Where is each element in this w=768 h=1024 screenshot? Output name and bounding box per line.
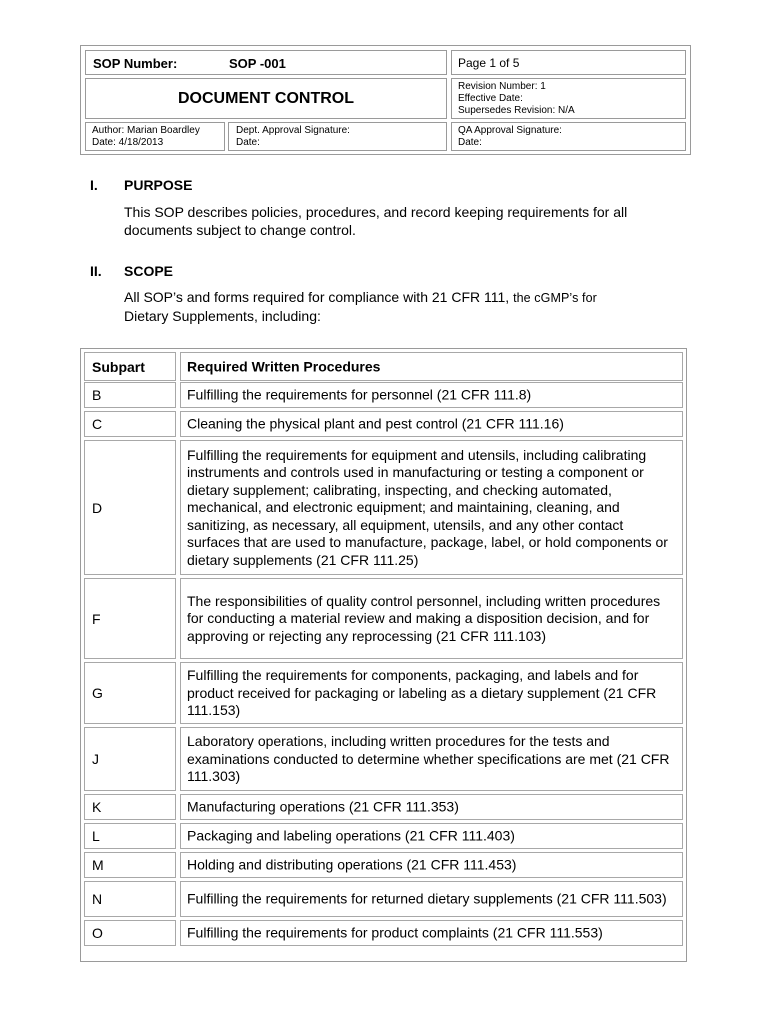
subpart-letter: F — [92, 610, 101, 627]
scope-text — [124, 288, 684, 325]
subpart-cell — [84, 727, 176, 791]
scope-section-number: II. — [90, 263, 102, 279]
subpart-letter: C — [92, 416, 103, 432]
procedure-text: Fulfilling the requirements for components, packaging, and labels and for product received for packaging or labeling as a dietary supplement (21 CFR 111.153) — [187, 666, 657, 718]
qa-approval-signature: QA Approval Signature: — [458, 125, 562, 136]
procedure-cell — [180, 920, 683, 946]
author: Author: Marian Boardley — [92, 125, 200, 136]
scope-text-part-2: the cGMP’s for — [513, 291, 597, 305]
dept-approval-signature: Dept. Approval Signature: — [236, 125, 350, 136]
procedure-text: Holding and distributing operations (21 CFR 111.453) — [187, 856, 517, 873]
table-row — [81, 578, 686, 659]
author-box — [85, 122, 225, 151]
procedure-cell — [180, 440, 683, 575]
page-number-box — [451, 50, 686, 75]
sop-number-box — [85, 50, 447, 75]
dept-approval-box — [228, 122, 447, 151]
qa-approval-date: Date: — [458, 137, 482, 148]
scope-text-part-1: All SOP’s and forms required for compliance with 21 CFR 111, — [124, 289, 514, 305]
procedure-cell — [180, 727, 683, 791]
table-row — [81, 920, 686, 946]
table-row — [81, 823, 686, 849]
subpart-letter: L — [92, 828, 100, 844]
procedure-cell — [180, 411, 683, 437]
procedure-cell — [180, 852, 683, 878]
procedure-text: Packaging and labeling operations (21 CFR 111.403) — [187, 827, 515, 844]
procedure-text: Laboratory operations, including written procedures for the tests and examinations conducted to determine whether specifications are met (21 CFR 111.303) — [187, 732, 670, 784]
sop-header — [80, 45, 691, 155]
header-procedures-label: Required Written Procedures — [187, 357, 381, 374]
subpart-letter: M — [92, 857, 104, 873]
revision-number: Revision Number: 1 — [458, 81, 546, 92]
subpart-letter: B — [92, 387, 102, 403]
header-procedures — [180, 352, 683, 381]
subpart-cell — [84, 578, 176, 659]
procedure-text: Fulfilling the requirements for equipment and utensils, including calibrating instruments and controls used in manufacturing or testing a component or dietary supplement; calibrating, inspecting, and checking automated, mechanical, and electronic equipment; and maintaining, cleaning, and sanitizing, as necessary, all equipment, utensils, and any other contact surfaces that are used to manufacture, package, label, or hold components or dietary supplements (21 CFR 111.25) — [187, 446, 668, 568]
table-header-row — [81, 352, 686, 381]
table-row — [81, 662, 686, 724]
procedure-text: Fulfilling the requirements for product complaints (21 CFR 111.553) — [187, 924, 603, 941]
page-number: Page 1 of 5 — [458, 56, 520, 70]
supersedes-revision: Supersedes Revision: N/A — [458, 105, 575, 116]
subpart-letter: D — [92, 499, 103, 516]
table-row — [81, 727, 686, 791]
subpart-cell — [84, 382, 176, 408]
table-row — [81, 440, 686, 575]
procedure-text: Fulfilling the requirements for returned dietary supplements (21 CFR 111.503) — [187, 890, 667, 907]
qa-approval-box — [451, 122, 686, 151]
scope-text-part-3: Dietary Supplements, including: — [124, 308, 321, 324]
purpose-heading: PURPOSE — [124, 177, 193, 193]
subpart-letter: O — [92, 925, 103, 941]
author-date: Date: 4/18/2013 — [92, 137, 164, 148]
procedure-cell — [180, 578, 683, 659]
subpart-cell — [84, 920, 176, 946]
sop-number-label: SOP Number: — [93, 56, 178, 71]
sop-number-value: SOP -001 — [229, 56, 286, 71]
procedures-table — [80, 348, 687, 962]
subpart-cell — [84, 440, 176, 575]
table-row — [81, 881, 686, 917]
table-row — [81, 794, 686, 820]
effective-date: Effective Date: — [458, 93, 523, 104]
procedure-cell — [180, 823, 683, 849]
procedure-text: Fulfilling the requirements for personnel (21 CFR 111.8) — [187, 386, 532, 403]
title-box — [85, 78, 447, 119]
procedure-cell — [180, 382, 683, 408]
dept-approval-date: Date: — [236, 137, 260, 148]
subpart-cell — [84, 852, 176, 878]
scope-heading: SCOPE — [124, 263, 174, 279]
procedure-text: The responsibilities of quality control personnel, including written procedures for conducting a material review and making a disposition decision, and for approving or rejecting any reprocessing (21 CFR 111.103) — [187, 592, 661, 644]
subpart-cell — [84, 794, 176, 820]
subpart-letter: N — [92, 891, 103, 907]
subpart-cell — [84, 881, 176, 917]
subpart-cell — [84, 662, 176, 724]
table-row — [81, 411, 686, 437]
header-subpart — [84, 352, 176, 381]
procedure-cell — [180, 662, 683, 724]
revision-box — [451, 78, 686, 119]
procedure-text: Cleaning the physical plant and pest control (21 CFR 111.16) — [187, 415, 564, 432]
purpose-section-number: I. — [90, 177, 98, 193]
procedure-cell — [180, 794, 683, 820]
document-title: DOCUMENT CONTROL — [178, 90, 354, 107]
table-row — [81, 382, 686, 408]
purpose-text: This SOP describes policies, procedures, and record keeping requirements for all documents subject to change control. — [124, 204, 628, 238]
subpart-cell — [84, 411, 176, 437]
header-subpart-label: Subpart — [92, 358, 145, 375]
table-row — [81, 852, 686, 878]
subpart-letter: K — [92, 799, 102, 815]
subpart-cell — [84, 823, 176, 849]
subpart-letter: J — [92, 751, 99, 767]
subpart-letter: G — [92, 685, 103, 701]
procedure-text: Manufacturing operations (21 CFR 111.353) — [187, 798, 459, 815]
procedure-cell — [180, 881, 683, 917]
